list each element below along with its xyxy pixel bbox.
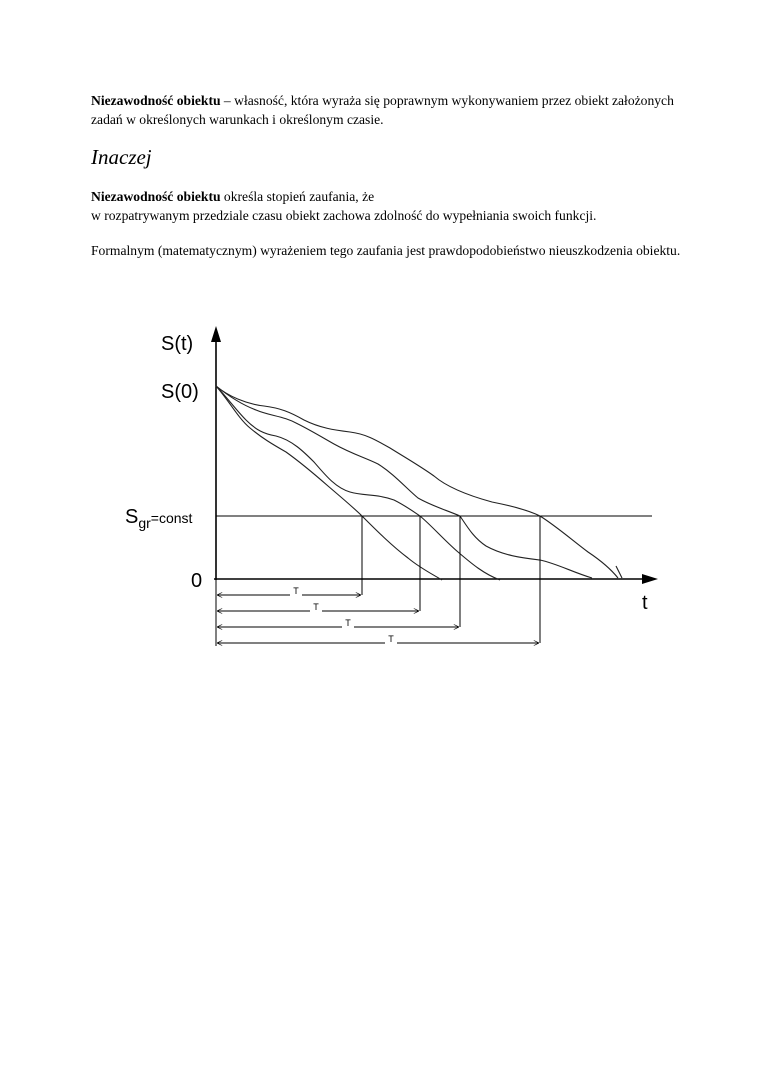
- degradation-curve-2: [216, 386, 500, 580]
- x-axis-label: t: [642, 592, 648, 614]
- alternative-definition-line2: w rozpatrywanym przedziale czasu obiekt zachowa zdolność do wypełniania swoich funkcji.: [91, 208, 597, 223]
- degradation-curve-4: [216, 386, 618, 578]
- x-axis-arrow-icon: [642, 574, 658, 584]
- interval-label-1: T: [293, 586, 299, 596]
- y-axis-arrow-icon: [211, 326, 221, 342]
- interval-label-2: T: [313, 602, 319, 612]
- definition-term: Niezawodność obiektu: [91, 93, 221, 108]
- threshold-label: [125, 506, 193, 531]
- section-heading: Inaczej: [91, 145, 152, 169]
- threshold-label-rest: =const: [150, 510, 193, 526]
- interval-label-4: T: [388, 634, 394, 644]
- threshold-label-sub: gr: [138, 515, 151, 531]
- s0-label: S(0): [161, 381, 199, 403]
- interval-label-3: T: [345, 618, 351, 628]
- degradation-curve-3: [216, 386, 592, 578]
- alternative-definition-line1: określa stopień zaufania, że: [220, 189, 375, 204]
- threshold-label-main: S: [125, 506, 139, 528]
- degradation-curve-1: [216, 386, 442, 580]
- definition-text: – własność, która wyraża się poprawnym wykonywaniem przez obiekt założonych zadań w określonych warunkach i określonym czasie.: [91, 93, 674, 127]
- formal-expression-text: Formalnym (matematycznym) wyrażeniem tego zaufania jest prawdopodobieństwo nieuszkodzenia obiektu.: [91, 243, 681, 258]
- y-axis-label: S(t): [161, 333, 194, 355]
- alternative-definition-term: Niezawodność obiektu: [91, 189, 221, 204]
- origin-label: 0: [191, 570, 203, 592]
